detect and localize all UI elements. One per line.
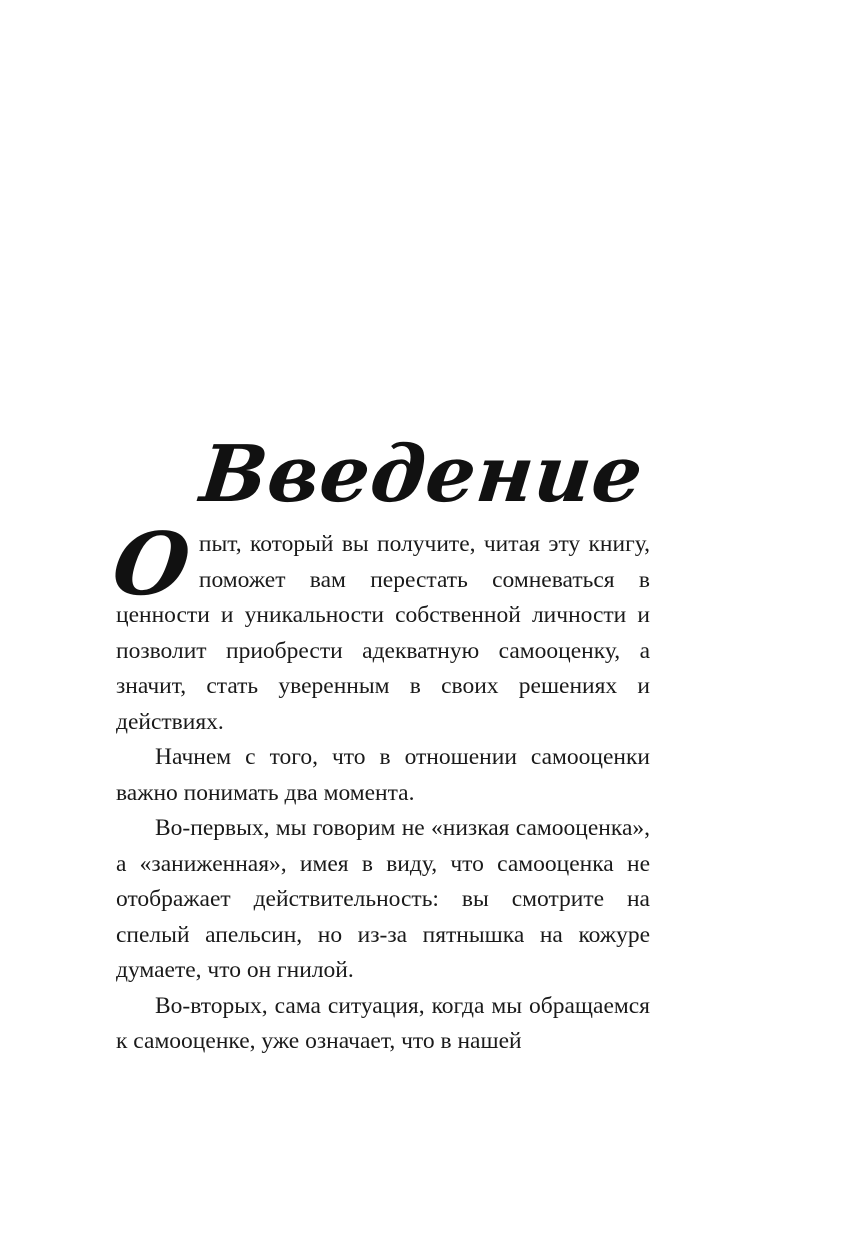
paragraph-3: Во-первых, мы говорим не «низкая самооценка», а «заниженная», имея в виду, что самооценка не отображает действительность: вы смотрите на спелый апельсин, но из-за пятнышка на кожуре думаете, что он гнилой. (116, 815, 650, 983)
paragraph-4: Во-вторых, сама ситуация, когда мы обращаемся к самооценке, уже означает, что в нашей (116, 992, 650, 1054)
chapter-title: Введение (196, 429, 648, 521)
body-text (106, 514, 650, 1060)
paragraph-1-text: пыт, который вы получите, читая эту книгу, поможет вам перестать сомневаться в ценности и уникальности собственной личности и позволит приобрести адекватную самооценку, а значит, стать уверенным в своих решениях и действиях. (116, 531, 650, 735)
drop-cap-letter: О (106, 514, 196, 615)
paragraph-1 (106, 514, 650, 740)
paragraph-2: Начнем с того, что в отношении самооценки важно понимать два момента. (116, 744, 650, 806)
